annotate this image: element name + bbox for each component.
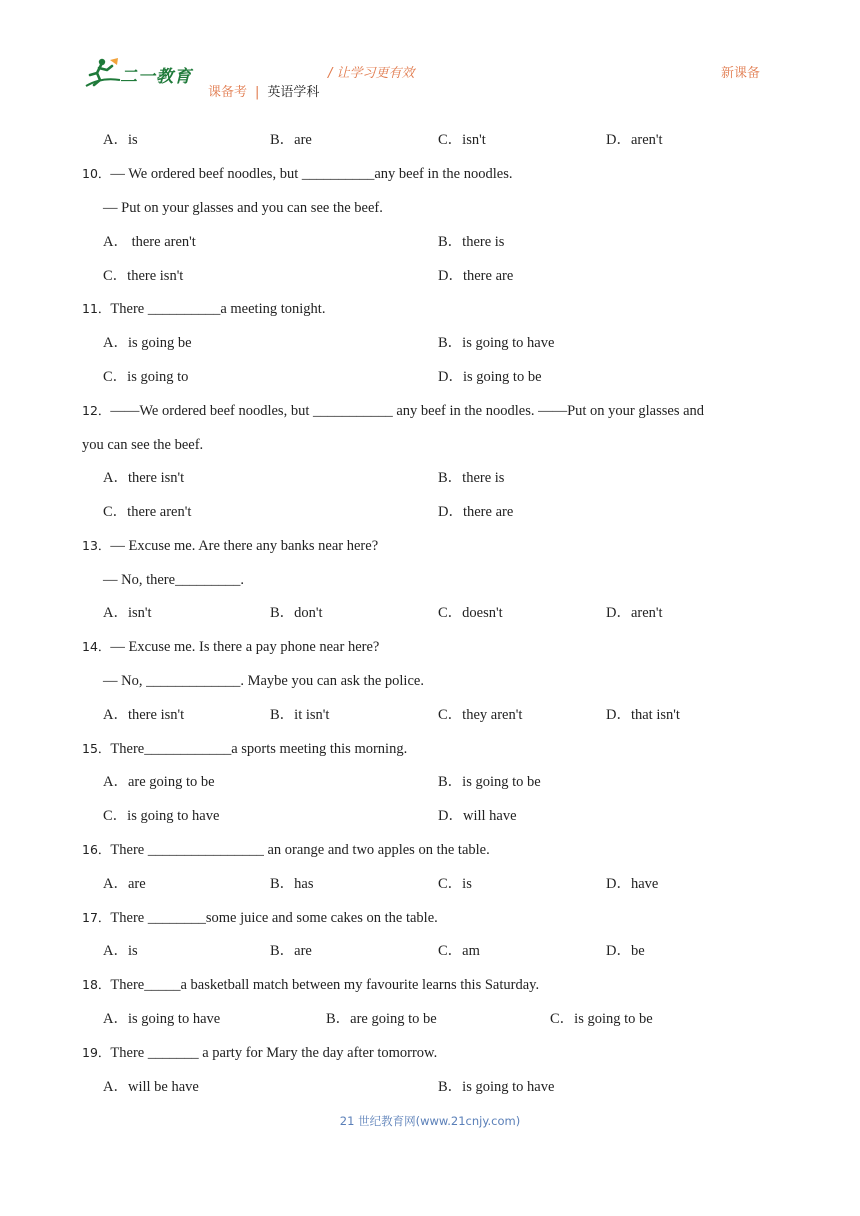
question-body: There __________a meeting tonight.: [110, 301, 326, 317]
answer-option: A．isn't: [103, 605, 152, 621]
answer-option: B．has: [270, 876, 314, 892]
question-stem: [82, 402, 704, 420]
answer-option: C．they aren't: [438, 707, 523, 723]
question-stem: [82, 638, 379, 656]
question-body: ——We ordered beef noodles, but ___________ any beef in the noodles. ——Put on your glasses and: [110, 403, 705, 419]
answer-option: A．is going to have: [103, 1011, 221, 1027]
answer-option: A．is going be: [103, 335, 192, 351]
answer-option: C．is: [438, 876, 472, 892]
question-text: [103, 199, 383, 217]
subject-line: [208, 81, 319, 100]
question-number: 18．: [82, 977, 111, 992]
answer-option: B．is going to have: [438, 1079, 555, 1095]
page-footer: 21 世纪教育网(www.21cnjy.com): [339, 1114, 521, 1128]
answer-option: B．don't: [270, 605, 323, 621]
question-number: 13．: [82, 538, 111, 553]
question-body: you can see the beef.: [82, 437, 204, 453]
answer-option: D．there are: [438, 504, 514, 520]
question-number: 10．: [82, 166, 111, 181]
prep-label: 课备考: [208, 85, 248, 100]
answer-option: B．are: [270, 132, 312, 148]
question-body: — No, _____________. Maybe you can ask the police.: [103, 673, 424, 689]
answer-option: B．are: [270, 943, 312, 959]
answer-option: C．there aren't: [103, 504, 192, 520]
answer-option: C．is going to: [103, 369, 189, 385]
answer-option: D．that isn't: [606, 707, 680, 723]
page-header: [0, 0, 860, 110]
question-stem: [82, 740, 407, 758]
answer-option: A．will be have: [103, 1079, 199, 1095]
question-body: — We ordered beef noodles, but __________any beef in the noodles.: [110, 166, 513, 182]
new-prep-label: 新课备: [721, 66, 761, 81]
answer-option: D．have: [606, 876, 659, 892]
question-body: — Excuse me. Are there any banks near here?: [110, 538, 379, 554]
question-body: There ________some juice and some cakes on the table.: [110, 910, 438, 926]
question-body: There ________________ an orange and two apples on the table.: [110, 842, 490, 858]
question-body: There_____a basketball match between my favourite learns this Saturday.: [110, 977, 540, 993]
question-stem: [82, 300, 325, 318]
logo: [82, 56, 194, 90]
answer-option: D．will have: [438, 808, 517, 824]
question-number: 11．: [82, 301, 111, 316]
answer-option: B．there is: [438, 234, 505, 250]
question-text: [103, 571, 244, 589]
answer-option: C．is going to have: [103, 808, 220, 824]
answer-option: B．are going to be: [326, 1011, 437, 1027]
question-stem: [82, 909, 438, 927]
answer-option: C．is going to be: [550, 1011, 653, 1027]
answer-option: C．isn't: [438, 132, 486, 148]
answer-option: A．is: [103, 132, 138, 148]
slogan: / 让学习更有效: [328, 66, 415, 81]
answer-option: C．am: [438, 943, 480, 959]
answer-option: B．there is: [438, 470, 505, 486]
question-number: 15．: [82, 741, 111, 756]
answer-option: D．aren't: [606, 132, 663, 148]
answer-option: A．are going to be: [103, 774, 215, 790]
question-body: There _______ a party for Mary the day after tomorrow.: [110, 1045, 438, 1061]
question-body: — No, there_________.: [103, 572, 244, 588]
question-text: [82, 436, 203, 454]
answer-option: D．aren't: [606, 605, 663, 621]
question-stem: [82, 165, 512, 183]
question-stem: [82, 1044, 437, 1062]
question-number: 17．: [82, 910, 111, 925]
answer-option: A．there isn't: [103, 470, 185, 486]
answer-option: C．doesn't: [438, 605, 503, 621]
answer-option: D．there are: [438, 268, 514, 284]
answer-option: A． there aren't: [103, 234, 196, 250]
question-stem: [82, 976, 539, 994]
subject-label: 英语学科: [267, 85, 320, 100]
question-text: [103, 672, 424, 690]
question-stem: [82, 537, 378, 555]
answer-option: D．is going to be: [438, 369, 542, 385]
answer-option: B．it isn't: [270, 707, 330, 723]
runner-logo-icon: [82, 56, 122, 90]
answer-option: C．there isn't: [103, 268, 184, 284]
question-number: 19．: [82, 1045, 111, 1060]
logo-text: 二一教育: [120, 67, 192, 87]
answer-option: A．are: [103, 876, 146, 892]
answer-option: B．is going to have: [438, 335, 555, 351]
answer-option: D．be: [606, 943, 645, 959]
question-number: 16．: [82, 842, 111, 857]
question-number: 12．: [82, 403, 111, 418]
answer-option: A．is: [103, 943, 138, 959]
question-stem: [82, 841, 490, 859]
question-number: 14．: [82, 639, 111, 654]
question-body: There____________a sports meeting this morning.: [110, 741, 408, 757]
answer-option: B．is going to be: [438, 774, 541, 790]
separator: |: [255, 85, 260, 100]
question-body: — Excuse me. Is there a pay phone near here?: [110, 639, 380, 655]
question-body: — Put on your glasses and you can see the beef.: [103, 200, 383, 216]
answer-option: A．there isn't: [103, 707, 185, 723]
